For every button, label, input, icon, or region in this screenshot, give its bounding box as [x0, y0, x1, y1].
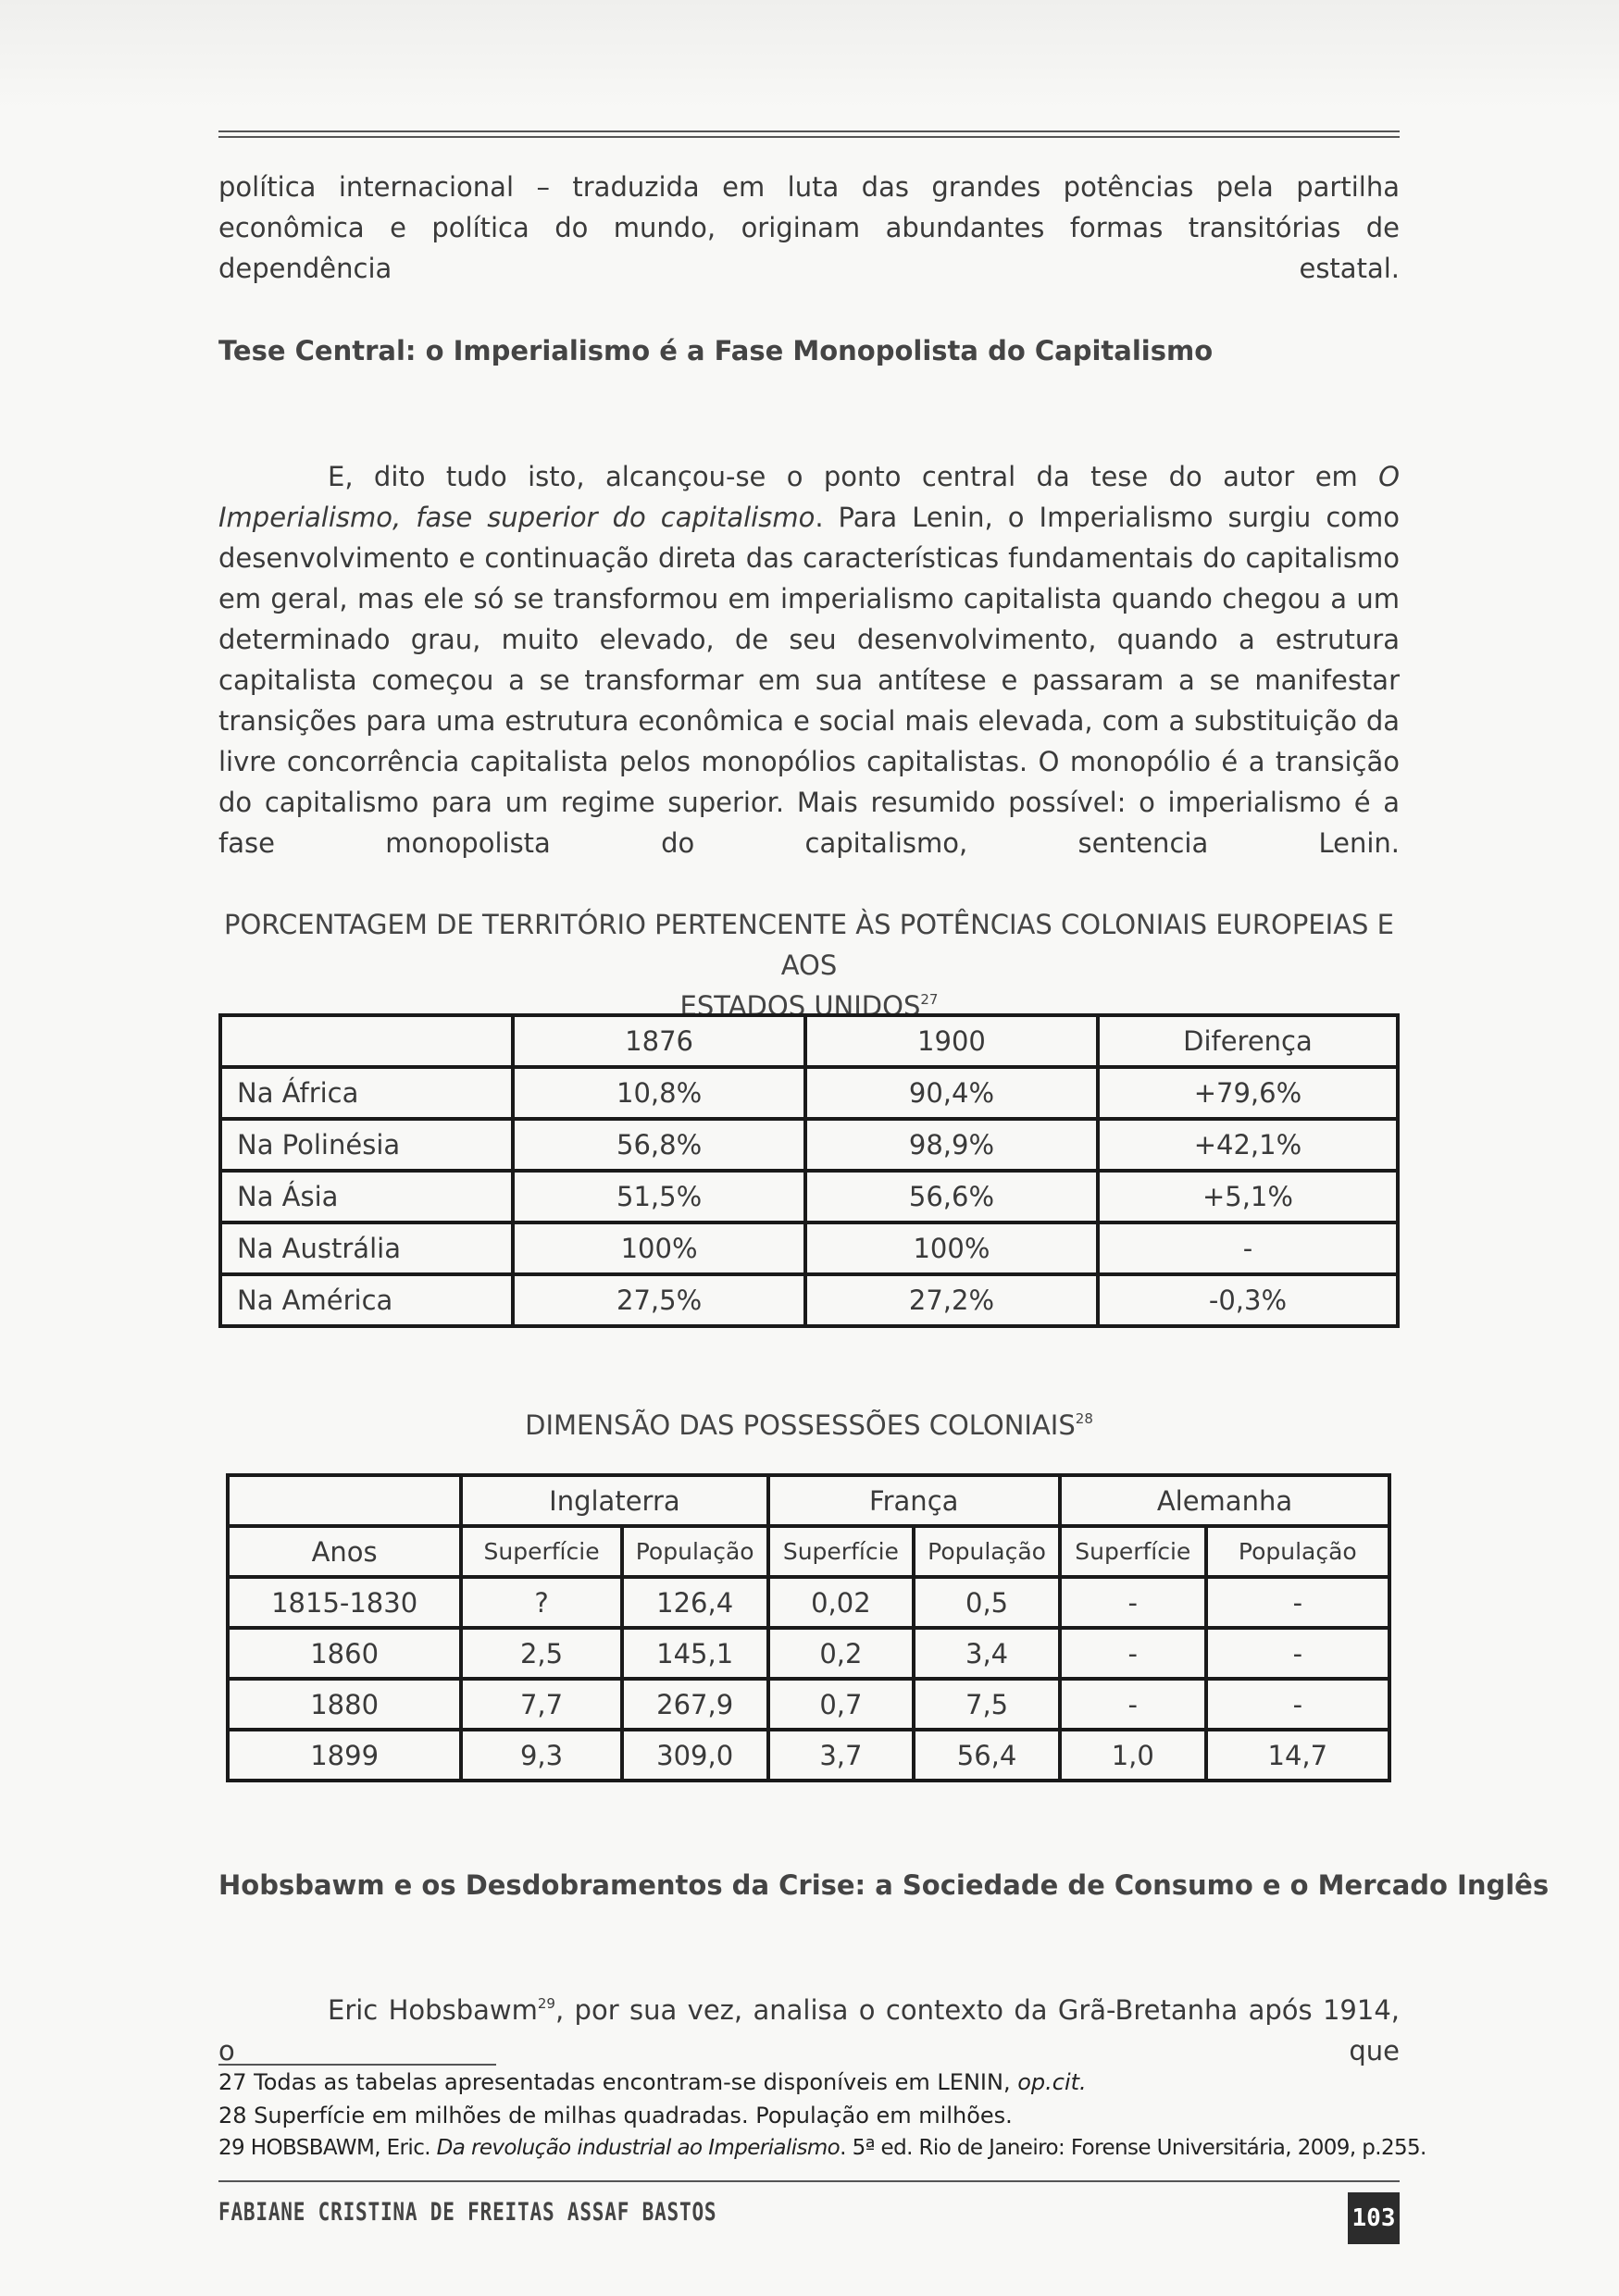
table-row: [228, 1679, 1389, 1730]
table-cell: 56,4: [914, 1730, 1060, 1781]
table-cell: 100%: [513, 1222, 805, 1274]
subheader-cell: Superfície: [461, 1526, 622, 1577]
colonial-possessions-table: [226, 1473, 1391, 1782]
table-cell: 309,0: [622, 1730, 768, 1781]
footnote-27-italic: op.cit.: [1017, 2069, 1087, 2095]
intro-paragraph: política internacional – traduzida em luta das grandes potências pela partilha econômica e política do mundo, originam abundantes formas transitórias de dependência estatal.: [218, 171, 1400, 284]
table-cell: 27,5%: [513, 1274, 805, 1326]
table-row: [220, 1274, 1398, 1326]
table-cell: 1,0: [1060, 1730, 1206, 1781]
table-cell: 0,2: [768, 1628, 915, 1679]
footnote-27: [218, 2069, 1400, 2095]
footer-author: FABIANE CRISTINA DE FREITAS ASSAF BASTOS: [218, 2198, 717, 2227]
table-cell: 14,7: [1206, 1730, 1389, 1781]
table-cell: 267,9: [622, 1679, 768, 1730]
row-label: Na África: [220, 1067, 513, 1119]
table1-caption: [218, 904, 1400, 1026]
table-cell: 3,7: [768, 1730, 915, 1781]
table-row: [220, 1171, 1398, 1222]
table-cell: 98,9%: [805, 1119, 1098, 1171]
table-cell: -: [1060, 1628, 1206, 1679]
hobsbawm-paragraph: [218, 1990, 1400, 2071]
para2-text-b: . Para Lenin, o Imperialismo surgiu como desenvolvimento e continuação direta das características fundamentais do capitalismo em geral, mas ele só se transformou em imperialismo capitalista quando chegou a um determinado grau, muito elevado, de seu desenvolvimento, quando a estrutura capitalista começou a se transformar em sua antítese e passaram a se manifestar transições para uma estrutura econômica e social mais elevada, com a substituição da livre concorrência capitalista pelos monopólios capitalistas. O monopólio é a transição do capitalismo para um regime superior. Mais resumido possível: o imperialismo é a fase monopolista do capitalismo, sentencia Lenin.: [218, 502, 1400, 859]
table-cell: -: [1098, 1222, 1398, 1274]
page-number-badge: 103: [1348, 2192, 1400, 2244]
footnote-27-text: 27 Todas as tabelas apresentadas encontram-se disponíveis em LENIN,: [218, 2069, 1018, 2095]
table-header-row: [220, 1015, 1398, 1067]
year-cell: 1815-1830: [228, 1577, 461, 1628]
table1-footnote-ref: 27: [920, 991, 939, 1008]
header-double-rule: [218, 130, 1400, 138]
subheader-cell: População: [1206, 1526, 1389, 1577]
table-cell: ?: [461, 1577, 622, 1628]
table1-caption-line1: PORCENTAGEM DE TERRITÓRIO PERTENCENTE ÀS POTÊNCIAS COLONIAIS EUROPEIAS E AOS: [223, 909, 1394, 981]
table-cell: 56,8%: [513, 1119, 805, 1171]
table-row: [220, 1119, 1398, 1171]
table-cell: 100%: [805, 1222, 1098, 1274]
para3-text-b: , por sua vez, analisa o contexto da Grã-Bretanha após 1914, o que: [218, 1994, 1401, 2066]
footnote-29: [218, 2136, 1426, 2160]
subheader-cell: População: [914, 1526, 1060, 1577]
para2-text-a: E, dito tudo isto, alcançou-se o ponto central da tese do autor em: [328, 461, 1379, 492]
table-cell: -0,3%: [1098, 1274, 1398, 1326]
table-cell: +42,1%: [1098, 1119, 1398, 1171]
table-cell: -: [1206, 1679, 1389, 1730]
table-cell: 3,4: [914, 1628, 1060, 1679]
country-header-franca: França: [768, 1475, 1060, 1526]
year-cell: 1880: [228, 1679, 461, 1730]
table-row: [228, 1577, 1389, 1628]
document-page: [218, 0, 1550, 2296]
row-label: Na América: [220, 1274, 513, 1326]
table1-caption-line2: ESTADOS UNIDOS: [679, 990, 921, 1022]
table-row: [220, 1222, 1398, 1274]
table-country-header-row: [228, 1475, 1389, 1526]
footnote-29-text-a: 29 HOBSBAWM, Eric.: [218, 2136, 437, 2160]
table-row: [228, 1628, 1389, 1679]
table2-caption-text: DIMENSÃO DAS POSSESSÕES COLONIAIS: [525, 1409, 1076, 1441]
footer-rule: [218, 2180, 1400, 2182]
central-thesis-paragraph: [218, 456, 1400, 863]
header-cell: Diferença: [1098, 1015, 1398, 1067]
table-cell: -: [1206, 1628, 1389, 1679]
years-header: Anos: [228, 1526, 461, 1577]
country-header-alemanha: Alemanha: [1060, 1475, 1389, 1526]
table-cell: 56,6%: [805, 1171, 1098, 1222]
footnote-28: 28 Superfície em milhões de milhas quadradas. População em milhões.: [218, 2103, 1013, 2128]
table-cell: 10,8%: [513, 1067, 805, 1119]
table-cell: -: [1060, 1577, 1206, 1628]
table-cell: 126,4: [622, 1577, 768, 1628]
book-title-italic: O Imperialismo, fase superior do capitalismo: [218, 461, 1400, 533]
table-row: [228, 1730, 1389, 1781]
table-cell: 27,2%: [805, 1274, 1098, 1326]
table-cell: 7,7: [461, 1679, 622, 1730]
para3-text-a: Eric Hobsbawm: [328, 1994, 538, 2026]
table-cell: 145,1: [622, 1628, 768, 1679]
table-cell: 0,5: [914, 1577, 1060, 1628]
table-cell: 2,5: [461, 1628, 622, 1679]
subheader-cell: Superfície: [768, 1526, 915, 1577]
header-cell: 1876: [513, 1015, 805, 1067]
year-cell: 1899: [228, 1730, 461, 1781]
year-cell: 1860: [228, 1628, 461, 1679]
header-cell: 1900: [805, 1015, 1098, 1067]
row-label: Na Polinésia: [220, 1119, 513, 1171]
footnote-29-text-b: . 5ª ed. Rio de Janeiro: Forense Universitária, 2009, p.255.: [840, 2136, 1426, 2160]
table-cell: -: [1060, 1679, 1206, 1730]
table2-caption: [218, 1405, 1400, 1446]
table-cell: 90,4%: [805, 1067, 1098, 1119]
table-cell: -: [1206, 1577, 1389, 1628]
table-cell: 7,5: [914, 1679, 1060, 1730]
empty-corner-cell: [228, 1475, 461, 1526]
row-label: Na Ásia: [220, 1171, 513, 1222]
subheader-cell: População: [622, 1526, 768, 1577]
table-cell: 51,5%: [513, 1171, 805, 1222]
row-label: Na Austrália: [220, 1222, 513, 1274]
header-cell: [220, 1015, 513, 1067]
footnote-separator: [218, 2064, 496, 2066]
table-cell: 0,7: [768, 1679, 915, 1730]
country-header-inglaterra: Inglaterra: [461, 1475, 767, 1526]
table-row: [220, 1067, 1398, 1119]
table-subheader-row: [228, 1526, 1389, 1577]
footnote-ref-29: 29: [537, 1995, 555, 2012]
subheader-cell: Superfície: [1060, 1526, 1206, 1577]
table-cell: 0,02: [768, 1577, 915, 1628]
table-cell: +5,1%: [1098, 1171, 1398, 1222]
table2-footnote-ref: 28: [1075, 1410, 1093, 1427]
table-cell: 9,3: [461, 1730, 622, 1781]
table-cell: +79,6%: [1098, 1067, 1398, 1119]
section-heading-hobsbawm: Hobsbawm e os Desdobramentos da Crise: a Sociedade de Consumo e o Mercado Inglês: [218, 1869, 1550, 1901]
footnote-29-italic: Da revolução industrial ao Imperialismo: [436, 2136, 841, 2160]
territory-percentage-table: [218, 1013, 1400, 1328]
section-heading-tese-central: Tese Central: o Imperialismo é a Fase Monopolista do Capitalismo: [218, 335, 1214, 366]
